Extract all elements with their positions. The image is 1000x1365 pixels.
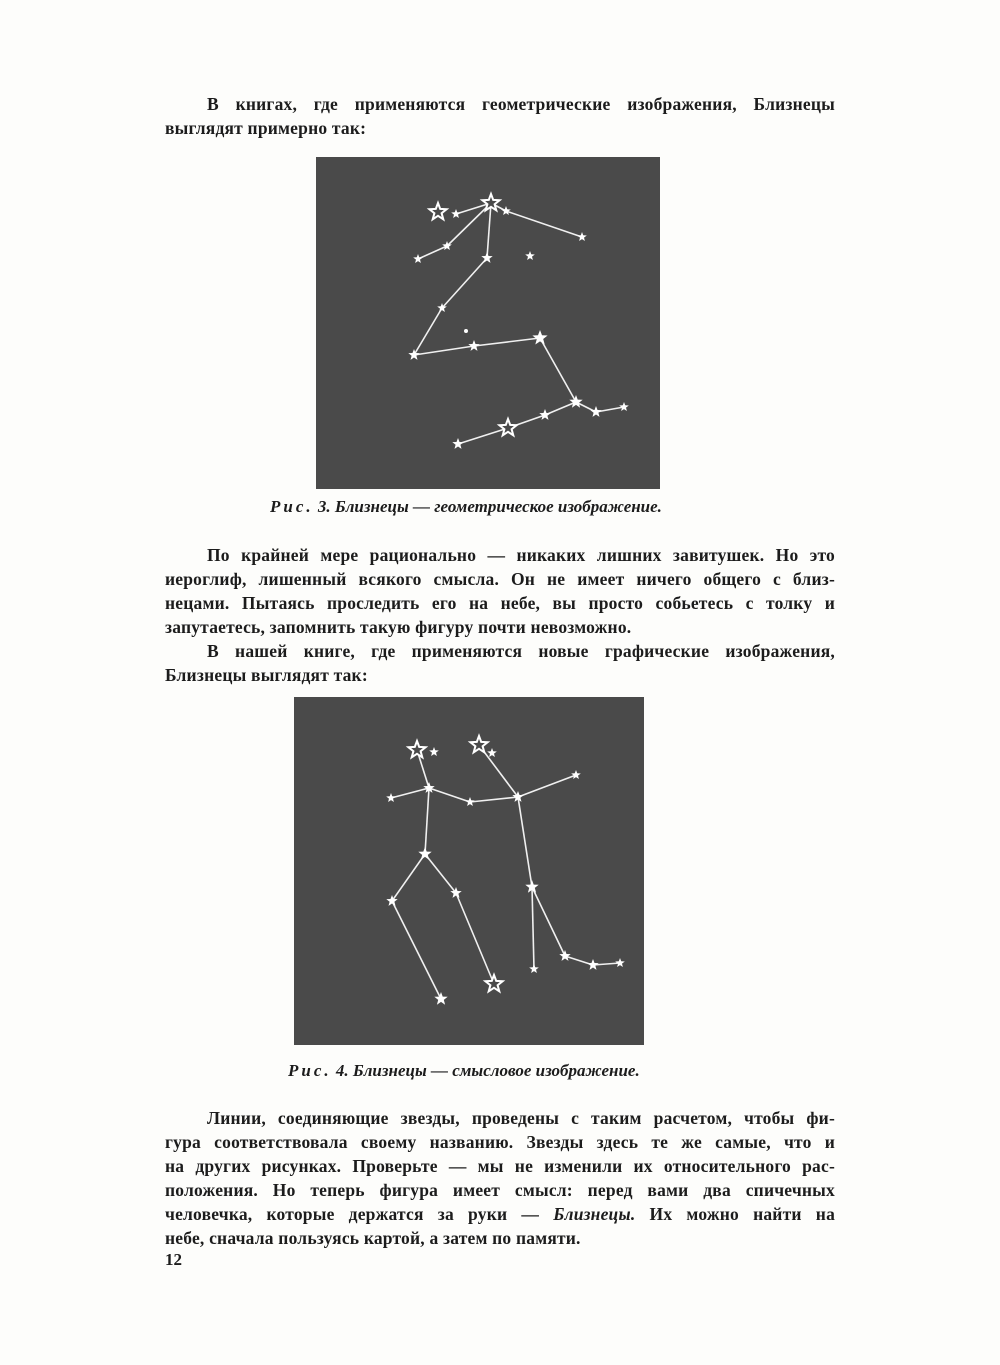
star-icon [452, 438, 463, 449]
star-icon [501, 206, 511, 215]
star-icon [468, 340, 479, 351]
constellation-line [392, 901, 441, 999]
figure-3-caption-text: 3. Близнецы — геометрическое изображение. [317, 497, 662, 516]
constellation-line [414, 308, 442, 355]
para4-line-4: положения. Но теперь фигура имеет смысл: перед вами два спичечных [165, 1180, 835, 1200]
constellation-line [474, 338, 540, 346]
para4-line-2: гура соответствовала своему названию. Звезды здесь те же самые, что и [165, 1132, 835, 1152]
star-icon [418, 847, 431, 860]
star-icon [619, 402, 629, 411]
figure-3-geometric-gemini [316, 157, 660, 489]
para4-line-1: Линии, соединяющие звезды, проведены с таким расчетом, чтобы фи- [207, 1108, 835, 1128]
star-icon [429, 203, 446, 219]
figure-4-caption [288, 1061, 640, 1081]
star-icon [487, 748, 497, 757]
constellation-line [392, 854, 425, 901]
constellation-line [506, 211, 582, 237]
star-icon [532, 330, 547, 345]
constellation-line [487, 203, 491, 258]
intro-paragraph [165, 92, 835, 140]
figure-4-caption-label: Рис. [288, 1061, 332, 1080]
star-icon [587, 959, 598, 970]
star-icon [529, 964, 539, 973]
constellation-line [545, 402, 576, 415]
para4-line-5 [165, 1202, 835, 1226]
star-icon [499, 419, 516, 435]
star-icon [413, 254, 423, 263]
star-icon [559, 950, 570, 961]
star-icon [525, 251, 535, 260]
para2-line-4: запутаетесь, запомнить такую фигуру почти невозможно. [165, 617, 632, 637]
intro-line-2: выглядят примерно так: [165, 118, 367, 138]
star-icon [465, 797, 475, 806]
constellation-line [540, 338, 576, 402]
intro-line-1: В книгах, где применяются геометрические изображения, Близнецы [207, 94, 835, 114]
star-icon [571, 770, 581, 779]
constellation-line [470, 797, 518, 802]
star-icon [386, 793, 396, 802]
para2-line-2: иероглиф, лишенный всякого смысла. Он не имеет ничего общего с близ- [165, 569, 835, 589]
star-icon [408, 349, 419, 360]
figure-3-constellation [316, 157, 660, 489]
para3-line-1: В нашей книге, где применяются новые графические изображения, [207, 641, 835, 661]
para2-line-1: По крайней мере рационально — никаких лишних завитушек. Но это [207, 545, 835, 565]
constellation-line [391, 788, 429, 798]
star-icon [470, 736, 487, 752]
para4-line-6: небе, сначала пользуясь картой, а затем по памяти. [165, 1228, 581, 1248]
figure-4-caption-text: 4. Близнецы — смысловое изображение. [335, 1061, 640, 1080]
figure-3-caption [270, 497, 662, 517]
constellation-line [429, 788, 470, 802]
constellation-line [458, 428, 508, 444]
star-icon [429, 747, 439, 756]
figure-3-caption-label: Рис. [270, 497, 314, 516]
star-icon [615, 958, 625, 967]
star-icon [569, 395, 582, 408]
paragraph-2 [165, 543, 835, 639]
constellation-line [425, 788, 429, 854]
para4-line-5a: человечка, которые держатся за руки — [165, 1204, 540, 1224]
star-icon [577, 232, 587, 241]
para3-line-2: Близнецы выглядят так: [165, 665, 368, 685]
constellation-line [414, 346, 474, 355]
paragraph-3 [165, 639, 835, 687]
star-icon [590, 406, 601, 417]
constellation-line [532, 887, 565, 956]
figure-4-constellation [294, 697, 644, 1045]
star-icon [451, 209, 461, 218]
constellation-line [442, 258, 487, 308]
para4-gemini-word: Близнецы. [553, 1204, 636, 1224]
constellation-line [456, 893, 494, 984]
page-number: 12 [165, 1250, 182, 1269]
star-icon [434, 992, 447, 1005]
constellation-line [425, 854, 456, 893]
para4-line-3: на других рисунках. Проверьте — мы не изменили их относительного рас- [165, 1156, 835, 1176]
figure-4-stick-figure-gemini [294, 697, 644, 1045]
paragraph-4 [165, 1106, 835, 1250]
constellation-line [532, 887, 534, 969]
faint-star-icon [464, 329, 468, 333]
star-icon [408, 741, 425, 757]
para4-line-5b: Их можно найти на [649, 1204, 836, 1224]
star-icon [539, 409, 550, 420]
star-icon [485, 975, 502, 991]
constellation-line [518, 775, 576, 797]
constellation-line [518, 797, 532, 887]
para2-line-3: нецами. Пытаясь проследить его на небе, вы просто собьетесь с толку и [165, 593, 835, 613]
constellation-line [418, 246, 447, 259]
